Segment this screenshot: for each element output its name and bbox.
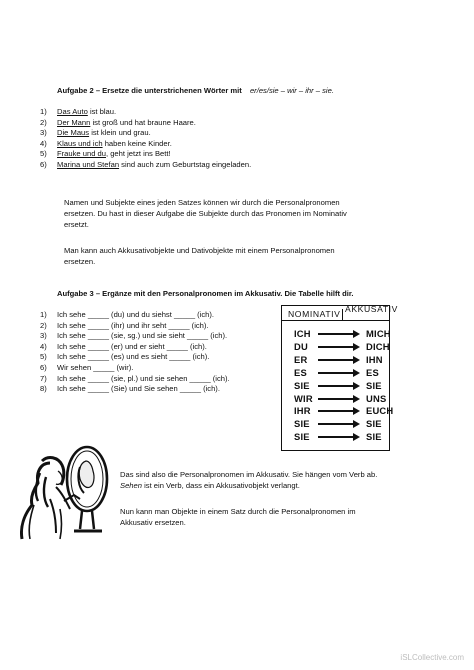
underlined-subject: Das Auto bbox=[57, 107, 88, 116]
header-divider bbox=[342, 309, 343, 320]
explanation-ersetzen bbox=[120, 507, 356, 529]
header-akkusativ: AKKUSATIV bbox=[345, 304, 398, 314]
nominativ-pronoun: ES bbox=[294, 366, 307, 378]
nominativ-pronoun: SIE bbox=[294, 418, 310, 430]
item-text: ist klein und grau. bbox=[89, 128, 151, 138]
list-item bbox=[40, 331, 230, 342]
paragraph-line: ersetzen. bbox=[64, 256, 96, 266]
paragraph-line: Nun kann man Objekte in einem Satz durch die Personalpronomen im bbox=[120, 507, 356, 516]
akkusativ-pronoun: UNS bbox=[366, 392, 387, 404]
explanation-nominativ bbox=[64, 198, 347, 230]
list-item bbox=[40, 321, 230, 332]
list-item bbox=[40, 149, 251, 160]
item-number: 1) bbox=[40, 107, 47, 116]
item-number: 7) bbox=[40, 373, 47, 383]
akkusativ-pronoun: ES bbox=[366, 366, 379, 378]
list-item bbox=[40, 160, 251, 171]
item-text: Ich sehe _____ (sie, pl.) und sie sehen _____ (ich). bbox=[57, 373, 230, 383]
akkusativ-pronoun: SIE bbox=[366, 379, 382, 391]
akkusativ-pronoun: IHN bbox=[366, 353, 383, 365]
item-number: 3) bbox=[40, 331, 47, 341]
item-text: Wir sehen _____ (wir). bbox=[57, 362, 134, 372]
mirror-icon bbox=[67, 447, 107, 531]
list-item bbox=[40, 363, 230, 374]
nominativ-pronoun: IHR bbox=[294, 405, 311, 417]
item-text: Ich sehe _____ (Sie) und Sie sehen _____ (ich). bbox=[57, 384, 220, 394]
item-text: Ich sehe _____ (ihr) und ihr seht _____ (ich). bbox=[57, 320, 209, 330]
list-item bbox=[40, 128, 251, 139]
underlined-subject: Frauke und du bbox=[57, 149, 106, 159]
item-text: Ich sehe _____ (er) und er sieht _____ (ich). bbox=[57, 341, 207, 351]
paragraph-line: Man kann auch Akkusativobjekte und Dativobjekte mit einem Personalpronomen bbox=[64, 246, 335, 255]
nominativ-pronoun: SIE bbox=[294, 379, 310, 391]
akkusativ-pronoun: DICH bbox=[366, 340, 390, 352]
explanation-akkusativ bbox=[120, 470, 377, 492]
item-number: 6) bbox=[40, 159, 47, 169]
item-text: Ich sehe _____ (es) und es sieht _____ (ich). bbox=[57, 352, 210, 362]
item-number: 1) bbox=[40, 310, 47, 319]
aufgabe2-list bbox=[40, 107, 251, 171]
arrow-icon bbox=[318, 369, 360, 377]
explanation-objekte bbox=[64, 246, 335, 268]
item-number: 8) bbox=[40, 384, 47, 394]
item-text: Ich sehe _____ (du) und du siehst _____ (ich). bbox=[57, 310, 215, 319]
item-text: sind auch zum Geburtstag eingeladen. bbox=[119, 159, 252, 169]
underlined-subject: Marina und Stefan bbox=[57, 159, 120, 169]
verb-example: Sehen bbox=[120, 480, 142, 490]
underlined-subject: Die Maus bbox=[57, 128, 90, 138]
aufgabe2-title-text: Aufgabe 2 – Ersetze die unterstrichenen Wörter mit bbox=[57, 86, 242, 95]
aufgabe2-pronouns: er/es/sie – wir – ihr – sie. bbox=[249, 86, 334, 95]
arrow-icon bbox=[318, 356, 360, 364]
paragraph-line: Das sind also die Personalpronomen im Akkusativ. Sie hängen vom Verb ab. bbox=[120, 470, 378, 479]
arrow-icon bbox=[318, 330, 360, 338]
list-item bbox=[40, 352, 230, 363]
nominativ-pronoun: ER bbox=[294, 353, 308, 365]
nominativ-pronoun: ICH bbox=[294, 328, 311, 339]
paragraph-line: ersetzt. bbox=[64, 219, 89, 229]
list-item bbox=[40, 139, 251, 150]
paragraph-line: ersetzen. Du hast in dieser Aufgabe die Subjekte durch das Pronomen im Nominativ bbox=[64, 208, 347, 218]
header-nominativ: NOMINATIV bbox=[288, 309, 341, 319]
paragraph-line: Namen und Subjekte eines jeden Satzes können wir durch die Personalpronomen bbox=[64, 198, 340, 207]
item-number: 2) bbox=[40, 320, 47, 330]
mirror-woman-illustration bbox=[20, 443, 112, 541]
list-item bbox=[40, 374, 230, 385]
arrow-icon bbox=[318, 343, 360, 351]
akkusativ-pronoun: EUCH bbox=[366, 405, 394, 417]
arrow-icon bbox=[318, 382, 360, 390]
paragraph-line: Akkusativ ersetzen. bbox=[120, 517, 186, 527]
list-item bbox=[40, 384, 230, 395]
item-number: 3) bbox=[40, 128, 47, 138]
arrow-icon bbox=[318, 395, 360, 403]
item-number: 4) bbox=[40, 138, 47, 148]
item-number: 5) bbox=[40, 352, 47, 362]
item-number: 2) bbox=[40, 117, 47, 127]
aufgabe2-title bbox=[57, 86, 334, 97]
item-text: , geht jetzt ins Bett! bbox=[105, 149, 171, 159]
underlined-subject: Der Mann bbox=[57, 117, 91, 127]
list-item bbox=[40, 118, 251, 129]
list-item bbox=[40, 342, 230, 353]
arrow-icon bbox=[318, 433, 360, 441]
akkusativ-pronoun: SIE bbox=[366, 431, 382, 443]
item-text: Ich sehe _____ (sie, sg.) und sie sieht _____ (ich). bbox=[57, 331, 228, 341]
underlined-subject: Klaus und ich bbox=[57, 138, 103, 148]
aufgabe3-list bbox=[40, 310, 230, 395]
item-number: 4) bbox=[40, 341, 47, 351]
list-item bbox=[40, 310, 230, 321]
item-text: ist groß und hat braune Haare. bbox=[90, 117, 196, 127]
item-text: ist blau. bbox=[87, 107, 117, 116]
paragraph-line bbox=[120, 481, 377, 492]
item-text: haben keine Kinder. bbox=[102, 138, 172, 148]
nominativ-pronoun: SIE bbox=[294, 431, 310, 443]
item-number: 5) bbox=[40, 149, 47, 159]
item-number: 6) bbox=[40, 362, 47, 372]
watermark: iSLCollective.com bbox=[400, 653, 464, 662]
paragraph-text: ist ein Verb, dass ein Akkusativobjekt verlangt. bbox=[141, 480, 300, 490]
nominativ-pronoun: WIR bbox=[294, 392, 313, 404]
aufgabe3-title: Aufgabe 3 – Ergänze mit den Personalpronomen im Akkusativ. Die Tabelle hilft dir. bbox=[57, 289, 354, 298]
list-item bbox=[40, 107, 251, 118]
akkusativ-pronoun: SIE bbox=[366, 418, 382, 430]
arrow-icon bbox=[318, 407, 360, 415]
akkusativ-pronoun: MICH bbox=[366, 328, 391, 339]
header-underline bbox=[282, 320, 389, 321]
arrow-icon bbox=[318, 420, 360, 428]
nominativ-pronoun: DU bbox=[294, 340, 308, 352]
